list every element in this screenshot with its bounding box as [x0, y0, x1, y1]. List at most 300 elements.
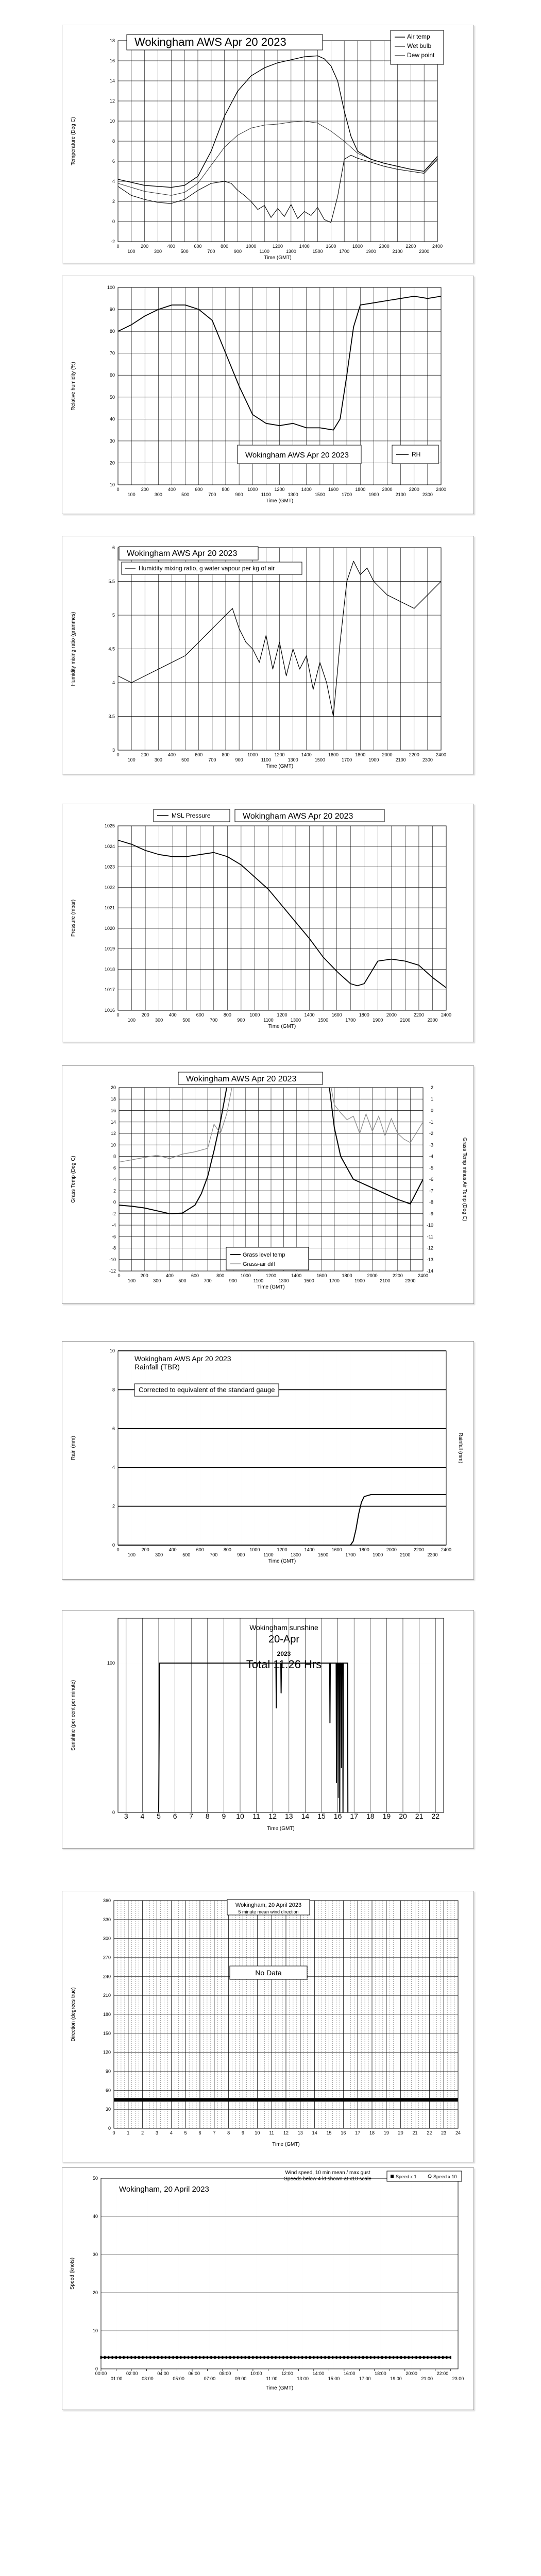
- y-tick-label: 180: [103, 2012, 111, 2017]
- x-tick-label: 2: [141, 2130, 144, 2136]
- x-tick-label: 2300: [422, 492, 433, 497]
- x-tick-label: 16:00: [343, 2371, 356, 2376]
- y-tick-label: 50: [109, 394, 115, 400]
- x-axis-label: Time (GMT): [267, 1826, 295, 1832]
- x-axis-label: Time (GMT): [257, 1284, 285, 1290]
- x-tick-label: 1400: [301, 752, 312, 757]
- x-tick-label: 1800: [355, 487, 366, 492]
- x-tick-label: 17: [350, 1812, 358, 1820]
- y-tick-label: 2: [113, 1188, 116, 1194]
- date-label: 20-Apr: [268, 1634, 300, 1645]
- x-tick-label: 100: [127, 757, 136, 762]
- x-tick-label: 1200: [274, 487, 285, 492]
- humidity-chart-panel: [62, 276, 474, 514]
- y-tick-label: 10: [109, 1348, 115, 1353]
- x-tick-label: 0: [112, 2130, 115, 2136]
- x-tick-label: 2400: [417, 1273, 429, 1278]
- y-axis-label: Direction (degrees true): [71, 1987, 76, 2042]
- x-tick-label: 11: [269, 2130, 274, 2136]
- legend-label: Grass level temp: [243, 1252, 285, 1258]
- legend-label: Speed x 10: [433, 2174, 457, 2179]
- x-tick-label: 3: [124, 1812, 128, 1820]
- x-tick-label: 1300: [291, 1018, 301, 1023]
- y-tick-label: 100: [107, 285, 115, 290]
- x-tick-label: 400: [165, 1273, 174, 1278]
- y-tick-label: 10: [92, 2328, 98, 2333]
- y-tick-label: 1022: [104, 885, 115, 890]
- y-tick-label: 270: [103, 1955, 111, 1960]
- y-tick-label: 60: [109, 372, 115, 378]
- x-tick-label: 13:00: [297, 2376, 309, 2381]
- y-tick-label: 40: [92, 2214, 98, 2219]
- x-tick-label: 2100: [400, 1018, 411, 1023]
- x-tick-label: 15: [317, 1812, 326, 1820]
- x-tick-label: 1000: [240, 1273, 251, 1278]
- y-tick-label: 20: [110, 1085, 116, 1090]
- total-label: Total 11.26 Hrs: [246, 1658, 322, 1671]
- chart-title-2: Rainfall (TBR): [134, 1363, 180, 1371]
- grass-temp-chart-panel: [62, 1065, 474, 1304]
- x-tick-label: 01:00: [110, 2376, 123, 2381]
- y-axis-label: Speed (knots): [70, 2257, 75, 2290]
- x-tick-label: 10: [255, 2130, 260, 2136]
- x-tick-label: 1900: [368, 757, 379, 762]
- x-tick-label: 1900: [354, 1278, 365, 1283]
- x-tick-label: 1500: [318, 1552, 329, 1557]
- x-tick-label: 1200: [265, 1273, 277, 1278]
- x-tick-label: 1000: [249, 1012, 260, 1018]
- x-tick-label: 1600: [326, 244, 336, 249]
- x-tick-label: 18:00: [375, 2371, 386, 2376]
- x-tick-label: 1100: [253, 1278, 264, 1283]
- x-tick-label: 10: [236, 1812, 244, 1820]
- temperature-chart: [62, 25, 475, 264]
- x-tick-label: 9: [241, 2130, 245, 2136]
- y-tick-label: 30: [105, 2107, 111, 2112]
- x-tick-label: 1300: [291, 1552, 301, 1557]
- legend-label: RH: [412, 451, 421, 458]
- y2-tick-label: -1: [429, 1119, 433, 1125]
- y-tick-label: -6: [111, 1234, 116, 1240]
- x-tick-label: 900: [233, 249, 242, 254]
- y-tick-label: 240: [103, 1974, 111, 1979]
- y-tick-label: 0: [112, 1543, 115, 1548]
- y-axis-label: Pressure (mbar): [71, 899, 76, 937]
- x-tick-label: 17: [355, 2130, 361, 2136]
- x-tick-label: 800: [221, 244, 229, 249]
- x-tick-label: 08:00: [219, 2371, 231, 2376]
- y-tick-label: 100: [107, 1660, 115, 1666]
- x-tick-label: 2400: [441, 1012, 452, 1018]
- x-tick-label: 1300: [285, 249, 296, 254]
- x-tick-label: 1200: [272, 244, 283, 249]
- x-tick-label: 14: [301, 1812, 310, 1820]
- y-tick-label: -8: [111, 1245, 116, 1251]
- x-tick-label: 1700: [345, 1552, 356, 1557]
- x-tick-label: 1000: [246, 244, 257, 249]
- x-tick-label: 1000: [247, 752, 258, 757]
- x-tick-label: 3: [155, 2130, 159, 2136]
- y-axis-label: Grass Temp (Deg C): [71, 1156, 76, 1203]
- x-tick-label: 200: [141, 1012, 149, 1018]
- x-tick-label: 1600: [331, 1547, 342, 1552]
- y-tick-label: 2: [112, 199, 115, 204]
- pressure-chart-panel: [62, 804, 474, 1042]
- y2-tick-label: -5: [429, 1165, 433, 1171]
- y-tick-label: 10: [109, 118, 115, 124]
- x-tick-label: 19: [383, 2130, 389, 2136]
- x-tick-label: 1700: [342, 492, 352, 497]
- x-tick-label: 600: [191, 1273, 199, 1278]
- x-axis-label: Time (GMT): [268, 1024, 296, 1029]
- x-tick-label: 1500: [303, 1278, 314, 1283]
- temperature-chart-panel: [62, 25, 474, 263]
- x-tick-label: 1600: [328, 487, 339, 492]
- y-tick-label: 30: [92, 2252, 98, 2257]
- y-tick-label: 0: [95, 2366, 98, 2371]
- x-tick-label: 500: [178, 1278, 187, 1283]
- x-tick-label: 1300: [288, 757, 298, 762]
- rainfall-chart-panel: [62, 1341, 474, 1580]
- y-tick-label: 1016: [104, 1008, 115, 1013]
- x-tick-label: 0: [116, 1547, 120, 1552]
- x-tick-label: 18: [366, 1812, 375, 1820]
- x-axis-label: Time (GMT): [265, 764, 294, 769]
- x-tick-label: 300: [154, 249, 162, 254]
- x-tick-label: 12: [268, 1812, 277, 1820]
- x-tick-label: 500: [181, 492, 190, 497]
- x-tick-label: 2200: [413, 1547, 424, 1552]
- x-tick-label: 900: [235, 757, 243, 762]
- x-tick-label: 22:00: [436, 2371, 449, 2376]
- x-tick-label: 1100: [261, 492, 272, 497]
- y2-axis-label: Grass Temp minus Air Temp (Deg C): [462, 1137, 467, 1222]
- x-tick-label: 1900: [368, 492, 379, 497]
- x-tick-label: 21:00: [421, 2376, 433, 2381]
- x-tick-label: 2000: [367, 1273, 378, 1278]
- x-tick-label: 1400: [304, 1012, 315, 1018]
- y-tick-label: 210: [103, 1993, 111, 1998]
- x-tick-label: 200: [141, 244, 149, 249]
- y-tick-label: -2: [110, 239, 115, 244]
- y-tick-label: -12: [109, 1268, 116, 1274]
- y-tick-label: 6: [112, 159, 115, 164]
- x-tick-label: 900: [237, 1552, 245, 1557]
- grass-temperature-chart: [62, 1066, 475, 1304]
- y-tick-label: 50: [92, 2176, 98, 2181]
- y-tick-label: 1018: [104, 967, 115, 972]
- x-axis-label: Time (GMT): [265, 2385, 294, 2391]
- plot-area: [101, 2178, 458, 2369]
- x-tick-label: 800: [216, 1273, 225, 1278]
- x-tick-label: 400: [167, 487, 176, 492]
- y-tick-label: 2: [112, 1503, 115, 1509]
- x-tick-label: 14: [312, 2130, 317, 2136]
- y-axis-label: Relative humidity (%): [71, 362, 76, 411]
- x-tick-label: 10:00: [250, 2371, 262, 2376]
- x-tick-label: 5: [184, 2130, 187, 2136]
- y-tick-label: -10: [109, 1257, 116, 1262]
- y-tick-label: 4: [112, 680, 115, 685]
- x-tick-label: 11: [252, 1812, 260, 1820]
- y-tick-label: 14: [110, 1119, 116, 1125]
- y-tick-label: 1021: [104, 905, 115, 911]
- x-tick-label: 800: [222, 752, 230, 757]
- x-tick-label: 300: [154, 757, 162, 762]
- x-tick-label: 2400: [435, 752, 447, 757]
- x-tick-label: 1: [127, 2130, 130, 2136]
- y-tick-label: 40: [109, 416, 115, 422]
- x-tick-label: 2100: [392, 249, 403, 254]
- x-tick-label: 1100: [261, 757, 272, 762]
- y-tick-label: 4: [112, 179, 115, 184]
- x-tick-label: 23: [441, 2130, 447, 2136]
- x-tick-label: 7: [189, 1812, 194, 1820]
- x-tick-label: 6: [198, 2130, 201, 2136]
- x-tick-label: 1300: [288, 492, 298, 497]
- y2-tick-label: -8: [429, 1199, 433, 1205]
- legend-swatch: [391, 2175, 394, 2178]
- x-tick-label: 2400: [435, 487, 447, 492]
- y-tick-label: 6: [112, 545, 115, 550]
- x-tick-label: 05:00: [173, 2376, 184, 2381]
- x-tick-label: 5: [157, 1812, 161, 1820]
- chart-title: Wokingham, 20 April 2023: [119, 2185, 209, 2194]
- x-tick-label: 1800: [359, 1547, 369, 1552]
- y2-tick-label: 1: [430, 1096, 433, 1102]
- rainfall-chart: [62, 1342, 475, 1580]
- x-tick-label: 400: [168, 1547, 177, 1552]
- x-tick-label: 06:00: [188, 2371, 200, 2376]
- y-tick-label: 20: [109, 460, 115, 466]
- y-tick-label: 16: [109, 58, 115, 63]
- y-tick-label: 1017: [104, 987, 115, 993]
- x-tick-label: 4: [140, 1812, 145, 1820]
- x-tick-label: 1500: [312, 249, 323, 254]
- x-tick-label: 1700: [339, 249, 350, 254]
- x-tick-label: 1200: [277, 1547, 288, 1552]
- x-tick-label: 2200: [409, 487, 419, 492]
- x-tick-label: 19:00: [390, 2376, 402, 2381]
- sunshine-chart: [62, 1611, 475, 1849]
- x-tick-label: 07:00: [204, 2376, 216, 2381]
- y-tick-label: 4.5: [108, 646, 115, 652]
- x-tick-label: 600: [194, 244, 202, 249]
- x-tick-label: 17:00: [359, 2376, 371, 2381]
- x-axis-label: Time (GMT): [264, 255, 292, 261]
- x-tick-label: 2100: [395, 492, 406, 497]
- x-tick-label: 600: [196, 1012, 204, 1018]
- x-tick-label: 500: [182, 1552, 191, 1557]
- y-axis-label: Rain (mm): [71, 1436, 76, 1460]
- y-tick-label: 4: [112, 1465, 115, 1470]
- legend-label: Air temp: [407, 33, 430, 40]
- y-tick-label: 330: [103, 1917, 111, 1922]
- x-tick-label: 2300: [405, 1278, 416, 1283]
- x-tick-label: 900: [237, 1018, 245, 1023]
- x-tick-label: 800: [223, 1012, 231, 1018]
- x-tick-label: 1100: [263, 1018, 274, 1023]
- x-tick-label: 1700: [345, 1018, 356, 1023]
- y-tick-label: 14: [109, 78, 115, 83]
- y-tick-label: 3.5: [108, 714, 115, 719]
- legend-label: Grass-air diff: [243, 1261, 275, 1267]
- y2-tick-label: -14: [426, 1268, 433, 1274]
- y-tick-label: 5: [112, 613, 115, 618]
- x-tick-label: 02:00: [126, 2371, 138, 2376]
- x-tick-label: 20: [399, 1812, 407, 1820]
- y-tick-label: 1025: [104, 823, 115, 828]
- x-tick-label: 1200: [277, 1012, 288, 1018]
- x-tick-label: 1000: [247, 487, 258, 492]
- x-axis-label: Time (GMT): [265, 498, 294, 504]
- x-tick-label: 700: [204, 1278, 212, 1283]
- y-tick-label: -2: [111, 1211, 116, 1216]
- x-tick-label: 13: [297, 2130, 303, 2136]
- x-tick-label: 0: [116, 244, 120, 249]
- legend-label: Dew point: [407, 52, 435, 59]
- y-tick-label: 12: [110, 1131, 116, 1136]
- x-tick-label: 200: [140, 1273, 148, 1278]
- legend-label: MSL Pressure: [172, 812, 211, 819]
- y-tick-label: 20: [92, 2290, 98, 2295]
- y2-tick-label: 0: [430, 1108, 433, 1113]
- x-tick-label: 03:00: [142, 2376, 154, 2381]
- legend-label: Humidity mixing ratio, g water vapour per kg of air: [139, 565, 275, 572]
- y-tick-label: 10: [110, 1142, 116, 1148]
- wind-direction-chart: [62, 1891, 475, 2163]
- x-tick-label: 16: [333, 1812, 342, 1820]
- y-axis-label: Humidity mixing ratio (grammes): [71, 612, 76, 686]
- x-tick-label: 2100: [400, 1552, 411, 1557]
- x-tick-label: 1400: [301, 487, 312, 492]
- x-tick-label: 2200: [409, 752, 419, 757]
- x-tick-label: 1800: [342, 1273, 352, 1278]
- chart-title: Wokingham AWS Apr 20 2023: [134, 1354, 231, 1363]
- x-tick-label: 15:00: [328, 2376, 340, 2381]
- y-tick-label: 18: [110, 1096, 116, 1102]
- x-tick-label: 700: [208, 492, 216, 497]
- x-tick-label: 1800: [352, 244, 363, 249]
- x-tick-label: 500: [180, 249, 189, 254]
- x-tick-label: 100: [127, 249, 136, 254]
- x-tick-label: 2100: [380, 1278, 391, 1283]
- y2-tick-label: -7: [429, 1188, 433, 1194]
- x-tick-label: 2100: [395, 757, 406, 762]
- y2-tick-label: -6: [429, 1177, 433, 1182]
- x-tick-label: 9: [222, 1812, 226, 1820]
- y-tick-label: 0: [113, 1199, 116, 1205]
- no-data-label: No Data: [255, 1969, 282, 1977]
- x-axis-label: Time (GMT): [272, 2142, 300, 2147]
- x-tick-label: 1600: [331, 1012, 342, 1018]
- y-tick-label: -4: [111, 1223, 116, 1228]
- y2-tick-label: -11: [427, 1234, 433, 1240]
- y-tick-label: 80: [109, 329, 115, 334]
- y-tick-label: 5.5: [108, 579, 115, 584]
- x-tick-label: 22: [431, 1812, 439, 1820]
- y-tick-label: 1020: [104, 925, 115, 931]
- y2-tick-label: 2: [430, 1085, 433, 1090]
- x-tick-label: 0: [116, 487, 120, 492]
- chart-subtitle: 5 minute mean wind direction: [238, 1909, 299, 1914]
- y-tick-label: 4: [113, 1177, 116, 1182]
- x-tick-label: 100: [127, 492, 136, 497]
- chart-subtitle-2: Speeds below 4 kt shown at x10 scale: [284, 2176, 371, 2182]
- y2-tick-label: -10: [426, 1223, 433, 1228]
- x-tick-label: 23:00: [452, 2376, 464, 2381]
- y-tick-label: 150: [103, 2030, 111, 2036]
- x-tick-label: 4: [170, 2130, 173, 2136]
- x-tick-label: 14:00: [312, 2371, 325, 2376]
- x-tick-label: 12: [283, 2130, 289, 2136]
- chart-title: Wokingham AWS Apr 20 2023: [243, 812, 353, 821]
- x-tick-label: 200: [141, 1547, 149, 1552]
- x-tick-label: 7: [213, 2130, 216, 2136]
- x-tick-label: 300: [153, 1278, 161, 1283]
- y-tick-label: 3: [112, 748, 115, 753]
- x-tick-label: 1900: [365, 249, 376, 254]
- x-tick-label: 700: [208, 757, 216, 762]
- y2-tick-label: -4: [429, 1154, 433, 1159]
- x-tick-label: 24: [455, 2130, 461, 2136]
- y-tick-label: 90: [109, 307, 115, 312]
- wind-speed-chart: [62, 2168, 475, 2411]
- x-tick-label: 1800: [359, 1012, 369, 1018]
- y2-axis-label: Rainfall (mm): [458, 1432, 463, 1464]
- x-tick-label: 800: [222, 487, 230, 492]
- x-tick-label: 21: [412, 2130, 418, 2136]
- y-tick-label: 0: [112, 219, 115, 224]
- wind-direction-chart-panel: [62, 1891, 474, 2162]
- y2-tick-label: -3: [429, 1142, 433, 1148]
- x-tick-label: 8: [205, 1812, 210, 1820]
- y-tick-label: 60: [105, 2088, 111, 2093]
- y2-tick-label: -9: [429, 1211, 433, 1216]
- x-tick-label: 600: [195, 752, 203, 757]
- y-tick-label: 18: [109, 38, 115, 43]
- x-tick-label: 200: [141, 752, 149, 757]
- x-tick-label: 900: [229, 1278, 237, 1283]
- y-tick-label: 0: [108, 2126, 111, 2131]
- chart-title: Wokingham AWS Apr 20 2023: [245, 451, 349, 460]
- x-tick-label: 1800: [355, 752, 366, 757]
- x-tick-label: 1600: [328, 752, 339, 757]
- x-tick-label: 2300: [422, 757, 433, 762]
- x-tick-label: 2400: [432, 244, 443, 249]
- x-tick-label: 400: [167, 244, 175, 249]
- chart-title: Wokingham AWS Apr 20 2023: [186, 1075, 297, 1083]
- x-tick-label: 8: [227, 2130, 230, 2136]
- x-tick-label: 16: [341, 2130, 346, 2136]
- x-tick-label: 200: [141, 487, 149, 492]
- x-tick-label: 700: [210, 1018, 218, 1023]
- x-tick-label: 12:00: [281, 2371, 293, 2376]
- chart-title: Wokingham sunshine: [249, 1623, 318, 1632]
- x-tick-label: 700: [210, 1552, 218, 1557]
- y2-tick-label: -2: [429, 1131, 433, 1136]
- mixing-ratio-chart: [62, 536, 475, 775]
- x-tick-label: 300: [155, 1018, 163, 1023]
- x-tick-label: 1500: [314, 757, 325, 762]
- x-tick-label: 18: [369, 2130, 375, 2136]
- y-axis-label: Sunshine (per cent per minute): [71, 1680, 76, 1751]
- x-tick-label: 11:00: [266, 2376, 278, 2381]
- x-tick-label: 100: [128, 1552, 136, 1557]
- y-tick-label: 90: [105, 2069, 111, 2074]
- y-tick-label: 1023: [104, 864, 115, 870]
- x-tick-label: 2200: [405, 244, 416, 249]
